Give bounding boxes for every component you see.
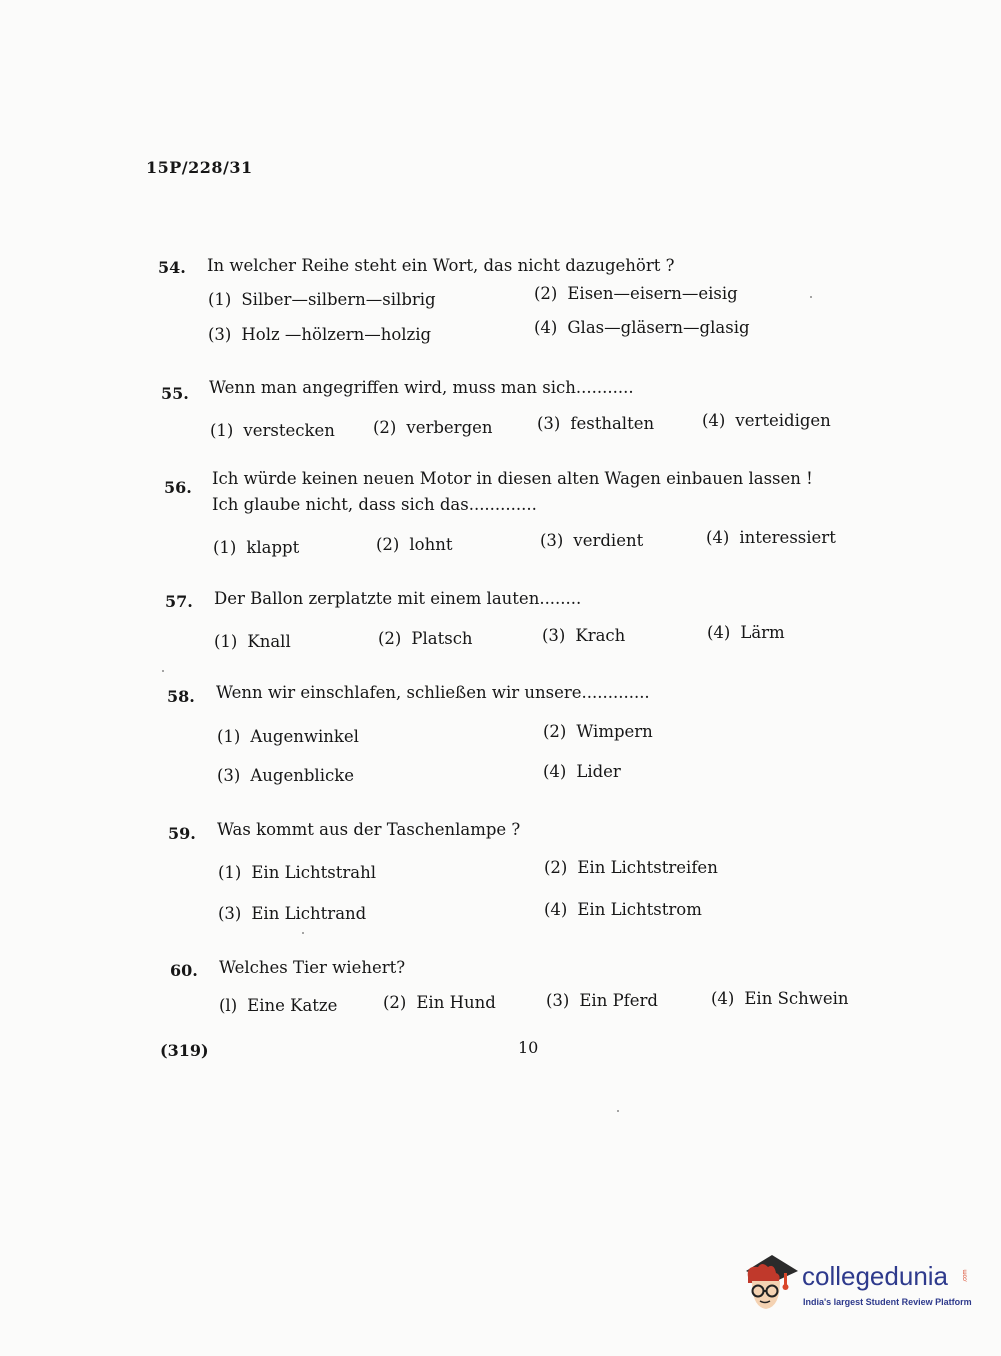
option-number: (4) [706, 528, 730, 547]
option [383, 993, 496, 1012]
option-number: (4) [711, 989, 735, 1008]
option [544, 858, 718, 877]
option [711, 989, 849, 1008]
page-number: 10 [518, 1038, 539, 1057]
question-number: 59. [168, 824, 196, 843]
option-number: (3) [208, 325, 232, 344]
logo-name: collegedunia [802, 1261, 949, 1291]
collegedunia-logo [738, 1251, 973, 1321]
option-text: verteidigen [735, 411, 831, 430]
option-number: (4) [534, 318, 558, 337]
option-number: (3) [540, 531, 564, 550]
option-text: Wimpern [576, 722, 653, 741]
option-text: Knall [247, 632, 291, 651]
option-text: Holz —hölzern—holzig [241, 325, 432, 344]
option [546, 991, 658, 1010]
option-number: (3) [217, 766, 241, 785]
option-text: Eine Katze [247, 996, 338, 1015]
question-number: 60. [170, 961, 198, 980]
option-number: (3) [542, 626, 566, 645]
option [376, 535, 452, 554]
option-text: Augenblicke [250, 766, 354, 785]
option-text: Ein Lichtrand [251, 904, 367, 923]
student-mascot-icon [738, 1251, 800, 1321]
question-text-line-2: Ich glaube nicht, dass sich das............. [212, 495, 537, 514]
question-number: 58. [167, 687, 195, 706]
logo-suffix: .com [962, 1269, 969, 1283]
scan-speck [810, 296, 812, 298]
option-number: (2) [543, 722, 567, 741]
option-number: (l) [219, 996, 238, 1015]
logo-tagline: India's largest Student Review Platform [803, 1297, 972, 1307]
question-number: 57. [165, 592, 193, 611]
scan-speck [617, 1110, 619, 1112]
option-text: interessiert [739, 528, 836, 547]
option-number: (1) [218, 863, 242, 882]
question-text: Was kommt aus der Taschenlampe ? [217, 820, 521, 839]
option-text: verdient [573, 531, 644, 550]
option-text: Silber—silbern—silbrig [241, 290, 436, 309]
option-number: (2) [544, 858, 568, 877]
option [534, 284, 738, 303]
option-number: (1) [217, 727, 241, 746]
option [540, 531, 643, 550]
scan-speck [162, 670, 164, 672]
option [706, 528, 836, 547]
option-number: (1) [213, 538, 237, 557]
paper-code: 15P/228/31 [146, 158, 253, 177]
option [208, 325, 431, 344]
option-number: (4) [544, 900, 568, 919]
option [213, 538, 299, 557]
option-text: Ein Lichtstreifen [577, 858, 718, 877]
option-number: (4) [707, 623, 731, 642]
question-text: Welches Tier wiehert? [219, 958, 406, 977]
option [218, 904, 366, 923]
option [378, 629, 473, 648]
option-number: (4) [543, 762, 567, 781]
option [208, 290, 436, 309]
option-number: (2) [534, 284, 558, 303]
option-number: (1) [210, 421, 234, 440]
footer-code: (319) [160, 1041, 209, 1060]
option-text: Augenwinkel [250, 727, 359, 746]
question-text: Ich würde keinen neuen Motor in diesen alten Wagen einbauen lassen ! [212, 469, 813, 488]
option-text: klappt [246, 538, 300, 557]
question-number: 54. [158, 258, 186, 277]
option-text: Ein Pferd [579, 991, 658, 1010]
option [544, 900, 702, 919]
option-text: Ein Schwein [744, 989, 849, 1008]
option-text: Platsch [411, 629, 473, 648]
question-text: Wenn wir einschlafen, schließen wir unsere............. [216, 683, 650, 702]
option [537, 414, 654, 433]
option-number: (2) [378, 629, 402, 648]
question-number: 55. [161, 384, 189, 403]
option-number: (4) [702, 411, 726, 430]
option-number: (3) [537, 414, 561, 433]
option-text: lohnt [409, 535, 453, 554]
option [217, 727, 359, 746]
option-number: (2) [376, 535, 400, 554]
option-text: verbergen [406, 418, 493, 437]
option [543, 762, 621, 781]
option-text: Ein Lichtstrahl [251, 863, 377, 882]
scan-speck [302, 932, 304, 934]
option [707, 623, 785, 642]
option-text: Eisen—eisern—eisig [567, 284, 738, 303]
option [218, 863, 376, 882]
option [217, 766, 354, 785]
question-number: 56. [164, 478, 192, 497]
option-number: (3) [218, 904, 242, 923]
option-number: (2) [383, 993, 407, 1012]
option-text: festhalten [570, 414, 655, 433]
option [542, 626, 625, 645]
question-text: In welcher Reihe steht ein Wort, das nicht dazugehört ? [207, 256, 675, 275]
option [214, 632, 291, 651]
option-text: Ein Lichtstrom [577, 900, 702, 919]
option-text: verstecken [243, 421, 335, 440]
option [543, 722, 653, 741]
option-number: (1) [214, 632, 238, 651]
option [210, 421, 335, 440]
option-text: Glas—gläsern—glasig [567, 318, 750, 337]
option-text: Ein Hund [416, 993, 496, 1012]
option-number: (3) [546, 991, 570, 1010]
question-text: Der Ballon zerplatzte mit einem lauten........ [214, 589, 582, 608]
option-text: Lärm [740, 623, 785, 642]
question-text: Wenn man angegriffen wird, muss man sich........... [209, 378, 634, 397]
option-text: Krach [575, 626, 626, 645]
option [219, 996, 337, 1015]
option [373, 418, 493, 437]
option-number: (1) [208, 290, 232, 309]
option [702, 411, 831, 430]
option-number: (2) [373, 418, 397, 437]
option-text: Lider [576, 762, 621, 781]
option [534, 318, 750, 337]
